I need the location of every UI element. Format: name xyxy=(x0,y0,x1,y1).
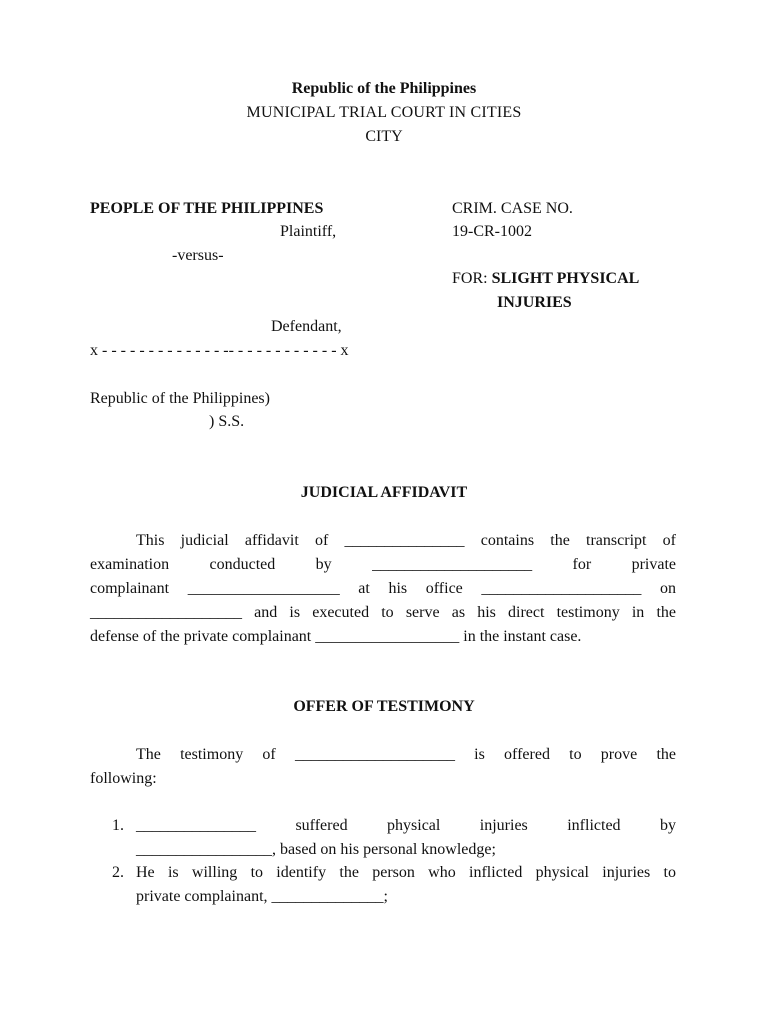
case-for xyxy=(452,270,639,288)
list-item-number: 2. xyxy=(112,864,124,881)
caption-defendant: Defendant, xyxy=(271,318,342,335)
affidavit-line: ___________________ and is executed to serve as his direct testimony in the xyxy=(90,604,676,621)
case-number: 19-CR-1002 xyxy=(452,223,532,240)
venue-republic: Republic of the Philippines) xyxy=(90,390,270,407)
list-item-line: private complainant, ______________; xyxy=(136,888,388,905)
case-for-offense-cont: INJURIES xyxy=(497,294,572,311)
list-item-line: _______________ suffered physical injuries inflicted by xyxy=(136,817,676,834)
offer-line: The testimony of ____________________ is offered to prove the xyxy=(136,746,676,763)
offer-line: following: xyxy=(90,770,157,787)
caption-plaintiff: Plaintiff, xyxy=(280,223,337,240)
venue-ss: ) S.S. xyxy=(209,413,245,430)
list-item-number: 1. xyxy=(112,817,124,834)
case-number-label: CRIM. CASE NO. xyxy=(452,200,573,217)
caption-versus: -versus- xyxy=(172,247,224,264)
list-item-line: He is willing to identify the person who inflicted physical injuries to xyxy=(136,864,676,881)
affidavit-title: JUDICIAL AFFIDAVIT xyxy=(300,484,468,501)
offer-title: OFFER OF TESTIMONY xyxy=(293,698,475,715)
caption-people: PEOPLE OF THE PHILIPPINES xyxy=(90,200,324,217)
header-court: MUNICIPAL TRIAL COURT IN CITIES xyxy=(246,104,522,121)
case-for-offense: SLIGHT PHYSICAL xyxy=(491,270,640,287)
case-for-label: FOR: xyxy=(452,270,488,287)
affidavit-line: This judicial affidavit of _______________ contains the transcript of xyxy=(136,532,676,549)
affidavit-line: examination conducted by ____________________ for private xyxy=(90,556,676,573)
list-item-line: _________________, based on his personal knowledge; xyxy=(136,841,496,858)
caption-separator: x - - - - - - - - - - - - - -- - - - - - - - - - - - x xyxy=(90,342,349,359)
affidavit-line: defense of the private complainant __________________ in the instant case. xyxy=(90,628,582,645)
header-city: CITY xyxy=(365,128,403,145)
affidavit-line: complainant ___________________ at his office ____________________ on xyxy=(90,580,676,597)
header-republic: Republic of the Philippines xyxy=(291,80,477,97)
